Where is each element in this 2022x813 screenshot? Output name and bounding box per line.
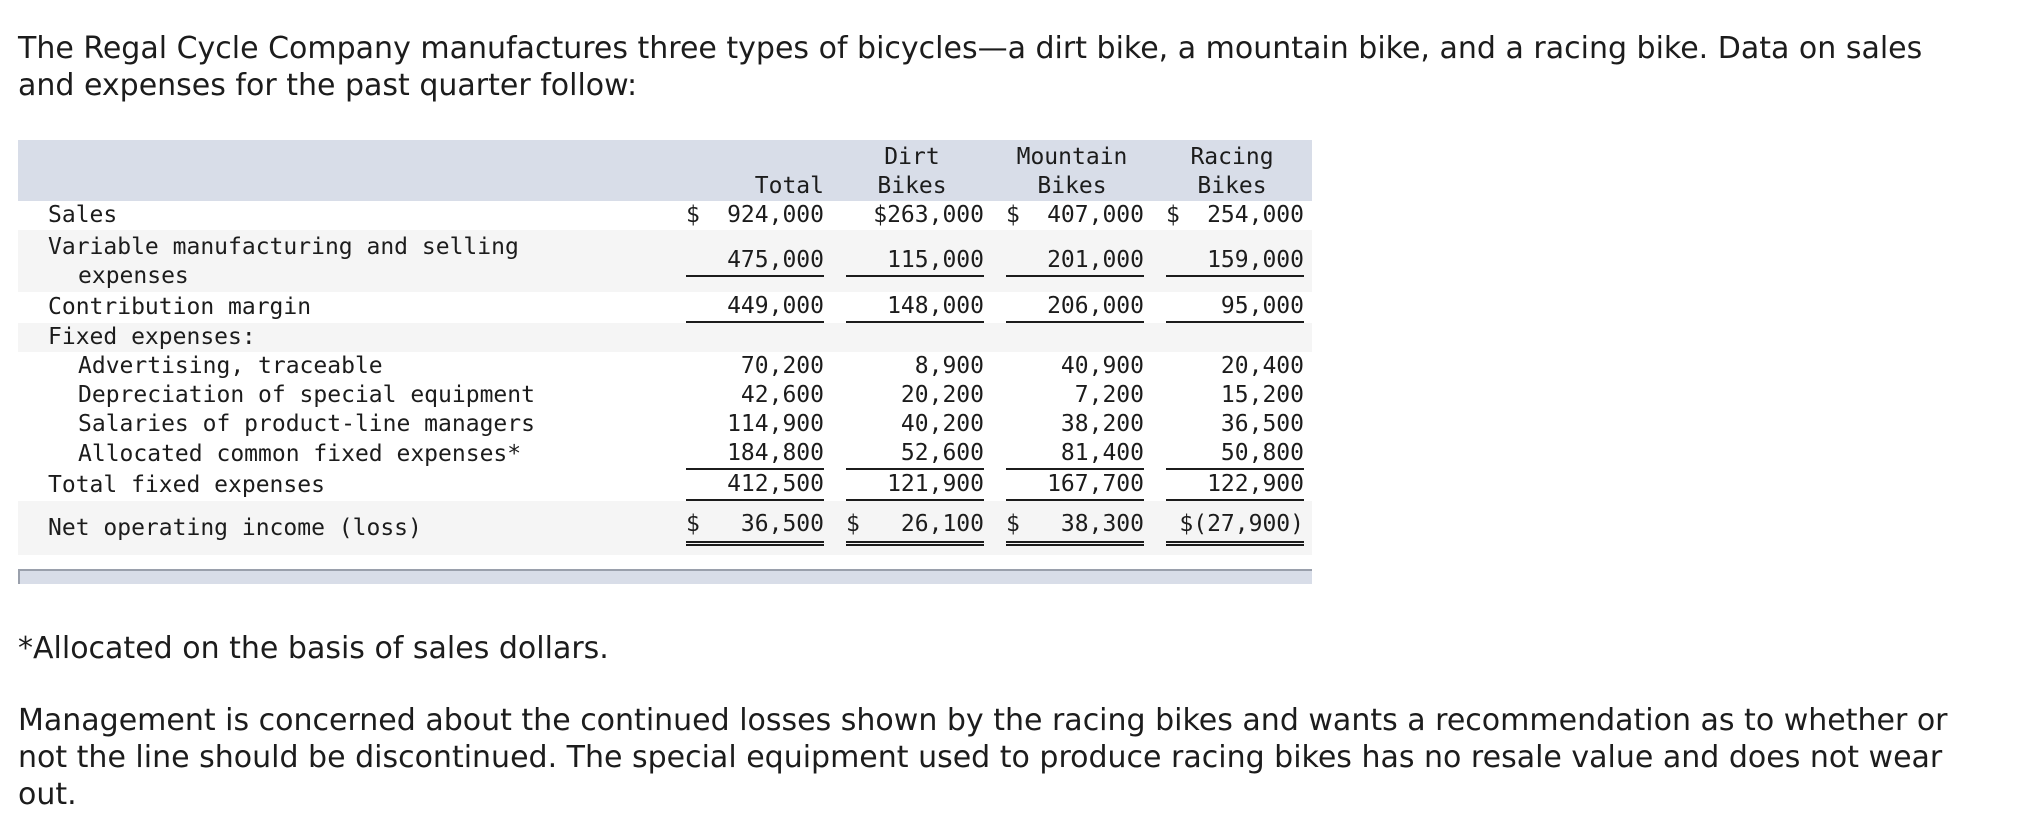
header-dirt-bikes: Dirt Bikes [877, 144, 947, 199]
table-row-depreciation [18, 381, 1312, 410]
cell-racing: $(27,900) [1152, 501, 1312, 555]
row-label: Depreciation of special equipment [78, 382, 535, 408]
cell-mountain: 38,200 [1060, 411, 1144, 437]
table-row-total-fixed [18, 470, 1312, 501]
intro-paragraph: The Regal Cycle Company manufactures three types of bicycles—a dirt bike, a mountain bike, and a racing bike. Data on sales and expenses for the past quarter follow: [18, 31, 1923, 103]
cell-dirt: 121,900 [832, 470, 992, 501]
cell-racing: $ 254,000 [1166, 202, 1304, 228]
income-statement-table [18, 140, 1312, 555]
cell-mountain: 201,000 [992, 230, 1152, 292]
cell-racing: 122,900 [1152, 470, 1312, 501]
row-label: Allocated common fixed expenses* [78, 441, 522, 467]
cell-racing: 36,500 [1220, 411, 1304, 437]
header-blank [18, 140, 672, 201]
row-label: Total fixed expenses [48, 472, 325, 498]
cell-mountain: 40,900 [1060, 353, 1144, 379]
cell-mountain: 206,000 [992, 292, 1152, 323]
cell-dirt: 40,200 [900, 411, 984, 437]
cell-racing: 159,000 [1152, 230, 1312, 292]
cell-racing: 95,000 [1152, 292, 1312, 323]
income-statement-table-wrap [18, 140, 1312, 584]
header-mountain-bikes: Mountain Bikes [1016, 144, 1128, 199]
table-row-variable-expenses [18, 230, 1312, 292]
row-label: Contribution margin [48, 294, 312, 320]
cell-total: 114,900 [727, 411, 824, 437]
cell-racing: 15,200 [1220, 382, 1304, 408]
row-label: Variable manufacturing and selling expenses [48, 234, 519, 289]
row-label: Advertising, traceable [78, 353, 383, 379]
cell-total: 42,600 [740, 382, 824, 408]
cell-total: $ 924,000 [686, 202, 824, 228]
cell-dirt: $ 26,100 [832, 501, 992, 555]
cell-total: 184,800 [672, 439, 832, 470]
row-label: Fixed expenses: [48, 324, 256, 350]
table-row-allocated [18, 439, 1312, 470]
cell-total: 449,000 [672, 292, 832, 323]
row-label: Sales [48, 202, 118, 228]
cell-mountain: 167,700 [992, 470, 1152, 501]
cell-mountain: $ 38,300 [992, 501, 1152, 555]
table-row-fixed-expenses-header [18, 323, 1312, 352]
cell-total: 412,500 [672, 470, 832, 501]
cell-mountain: 81,400 [992, 439, 1152, 470]
cell-racing: 20,400 [1220, 353, 1304, 379]
table-row-salaries [18, 410, 1312, 439]
cell-mountain: 7,200 [1074, 382, 1144, 408]
cell-total: 475,000 [672, 230, 832, 292]
table-row-contribution-margin [18, 292, 1312, 323]
cell-total: 70,200 [740, 353, 824, 379]
cell-dirt: 52,600 [832, 439, 992, 470]
cell-dirt: 8,900 [914, 353, 984, 379]
cell-racing: 50,800 [1152, 439, 1312, 470]
header-total: Total [754, 173, 824, 199]
cell-mountain: $ 407,000 [1006, 202, 1144, 228]
cell-dirt: 148,000 [832, 292, 992, 323]
cell-total: $ 36,500 [672, 501, 832, 555]
header-racing-bikes: Racing Bikes [1190, 144, 1274, 199]
row-label: Salaries of product-line managers [78, 411, 535, 437]
table-row-advertising [18, 352, 1312, 381]
closing-paragraph: Management is concerned about the continued losses shown by the racing bikes and wants a recommendation as to whether or not the line should be discontinued. The special equipment used to produce racing bikes has no resale value and does not wear out. [18, 703, 1948, 812]
footnote: *Allocated on the basis of sales dollars. [18, 631, 609, 666]
cell-dirt: 115,000 [832, 230, 992, 292]
table-footer-bar [18, 569, 1312, 584]
table-row-net-operating-income [18, 501, 1312, 555]
row-label: Net operating income (loss) [48, 514, 422, 541]
table-header-row [18, 140, 1312, 201]
cell-dirt: $263,000 [873, 202, 984, 228]
table-row-sales [18, 201, 1312, 230]
cell-dirt: 20,200 [900, 382, 984, 408]
